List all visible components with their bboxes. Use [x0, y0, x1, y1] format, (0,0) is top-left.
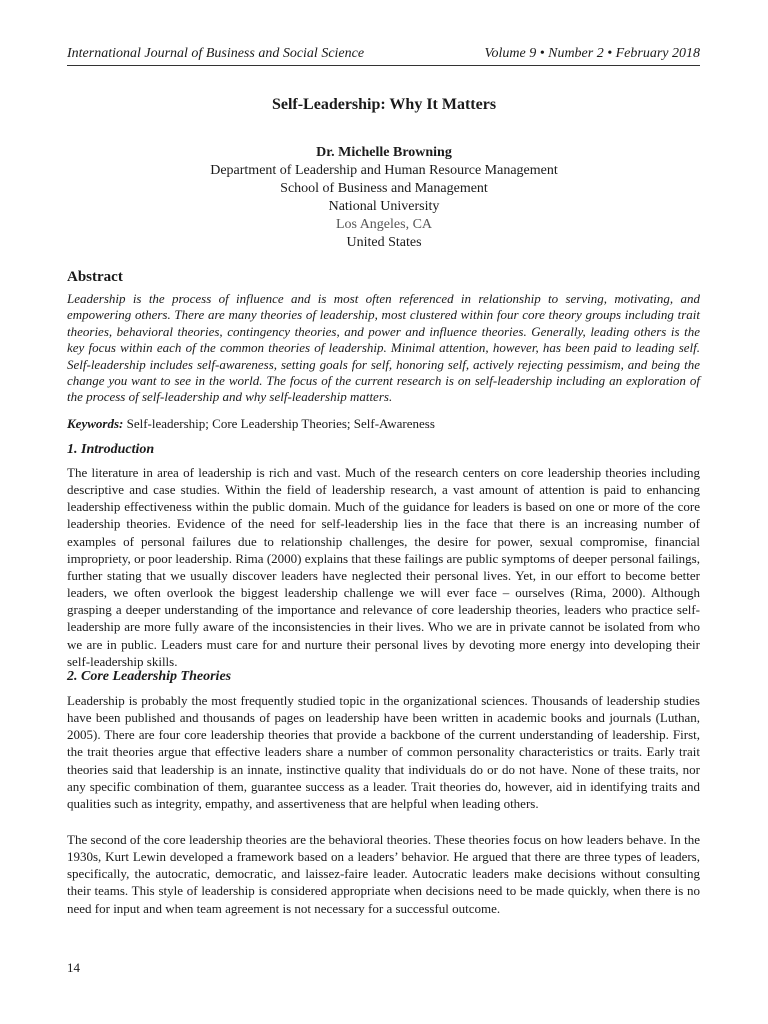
keywords-text: Self-leadership; Core Leadership Theories; Self-Awareness	[123, 416, 435, 431]
author-name: Dr. Michelle Browning	[316, 145, 452, 160]
running-header	[67, 44, 700, 64]
author-department: Department of Leadership and Human Resource Management	[210, 163, 558, 178]
journal-name: International Journal of Business and Social Science	[67, 46, 365, 61]
author-city: Los Angeles, CA	[335, 217, 433, 232]
abstract-text: Leadership is the process of influence and is most often referenced in relationship to serving, motivating, and empowering others. There are many theories of leadership, most clustered within four core theory groups including trait theories, behavioral theories, contingency theories, and power and influence theories. Generally, leading others is the key focus within each of the common theories of leadership. Minimal attention, however, has been paid to leading self. Self-leadership includes self-awareness, setting goals for self, honoring self, actively rejecting pessimism, and being the change you want to see in the world. The focus of the current research is on self-leadership including an exploration of the process of self-leadership and why self-leadership matters.	[67, 291, 700, 405]
section-heading-core-theories: 2. Core Leadership Theories	[67, 669, 232, 684]
core-theories-paragraph-1: Leadership is probably the most frequently studied topic in the organizational sciences. Thousands of leadership studies have been published and thousands of pages on leadership have been written in academic books and journals (Luthan, 2005). There are four core leadership theories that provide a backbone of the current understanding of leadership. First, the trait theories argue that effective leaders share a number of common personality characteristics or traits. Early trait theories said that leadership is an innate, instinctive quality that individuals do or do not have. None of these traits, nor any specific combination of them, guarantee success as a leader. Trait theories do, however, aid in identifying traits and qualities such as integrity, empathy, and assertiveness that are helpful when leading others.	[67, 693, 700, 811]
abstract-heading: Abstract	[67, 269, 123, 285]
header-rule	[67, 65, 700, 66]
author-school: School of Business and Management	[280, 181, 488, 196]
issue-info: Volume 9 • Number 2 • February 2018	[484, 46, 700, 61]
page-number: 14	[67, 960, 80, 975]
keywords-label: Keywords:	[67, 416, 124, 431]
author-university: National University	[328, 199, 440, 214]
section-heading-introduction: 1. Introduction	[67, 442, 155, 457]
paper-title: Self-Leadership: Why It Matters	[271, 96, 497, 113]
introduction-paragraph: The literature in area of leadership is rich and vast. Much of the research centers on core leadership theories including descriptive and case studies. Within the field of leadership research, a vast amount of attention is paid to enhancing leadership effectiveness within the public domain. Much of the guidance for leaders is based on one or more of the core leadership theories. Evidence of the need for self-leadership lies in the face that there is an increasing number of examples of personal failures due to relationship challenges, the desire for power, sexual compromise, financial impropriety, or poor leadership. Rima (2000) explains that these failings are public symptoms of deeper personal failings, further stating that we usually discover leaders have neglected their personal lives. Yet, in our effort to become better leaders, we often overlook the biggest leadership challenge we will ever face – ourselves (Rima, 2000). Although grasping a deeper understanding of the importance and relevance of core leadership theories, leaders who practice self-leadership are more fully aware of the inconsistencies in their lives. Who we are in private cannot be isolated from who we are in public. Leaders must care for and nurture their personal lives by devoting more energy into developing their self-leadership skills.	[67, 465, 700, 669]
keywords-line	[67, 415, 700, 432]
author-block	[0, 144, 768, 252]
author-country: United States	[346, 235, 422, 250]
core-theories-paragraph-2: The second of the core leadership theories are the behavioral theories. These theories focus on how leaders behave. In the 1930s, Kurt Lewin developed a framework based on a leaders’ behavior. He argued that there are three types of leaders, specifically, the autocratic, democratic, and laissez-faire leader. Autocratic leaders make decisions without consulting their teams. This style of leadership is considered appropriate when decisions need to be made quickly, when there is no need for input and when team agreement is not necessary for a successful outcome.	[67, 832, 700, 916]
